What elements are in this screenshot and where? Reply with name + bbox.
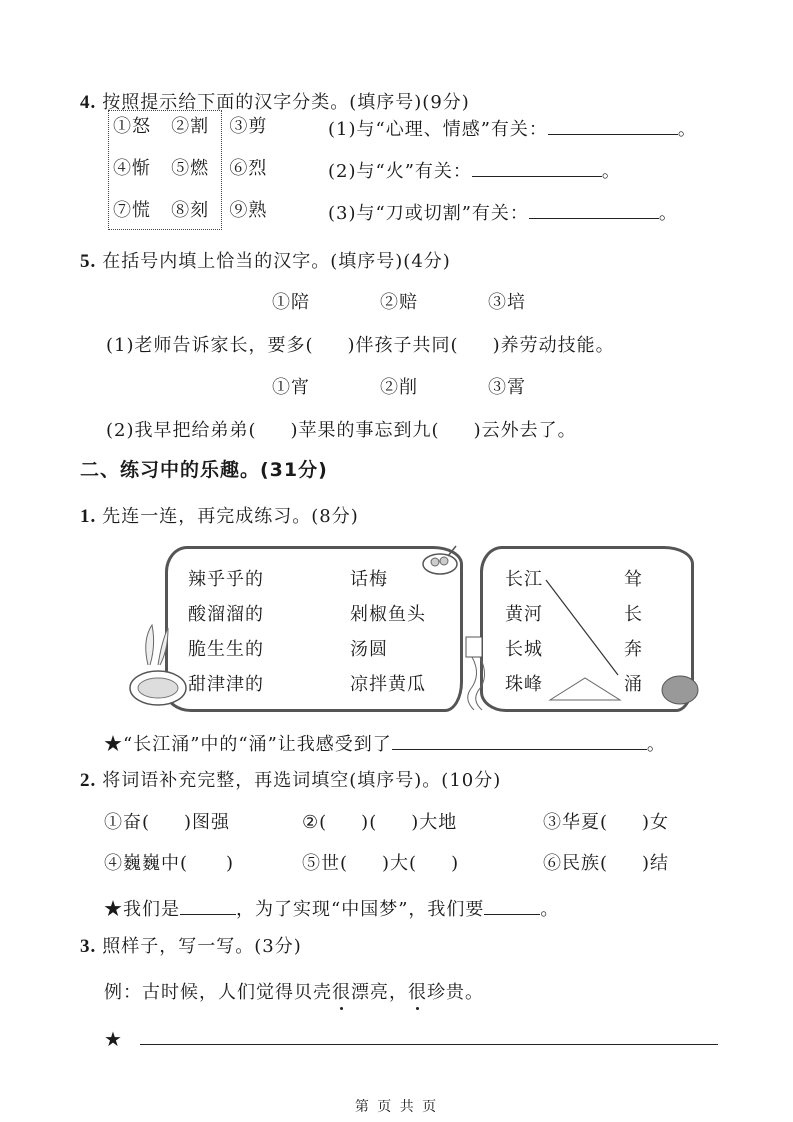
- match-item[interactable]: 话梅: [350, 569, 388, 590]
- s2q2-title: 2. 将词语补充完整，再选词填空(填序号)。(10分): [80, 770, 502, 791]
- q5-sentence-1: (1)老师告诉家长，要多( )伴孩子共同( )养劳动技能。: [106, 335, 615, 356]
- match-item[interactable]: 甜津津的: [188, 674, 264, 695]
- match-item[interactable]: 涌: [624, 674, 643, 695]
- s2q1-star-question: ★“长江涌”中的“涌”让我感受到了 。: [104, 731, 666, 756]
- q4-prompt-1: (1)与“心理、情感”有关： 。: [328, 116, 697, 141]
- match-item[interactable]: 凉拌黄瓜: [350, 674, 426, 695]
- q5-sentence-2: (2)我早把给弟弟( )苹果的事忘到九( )云外去了。: [106, 420, 577, 441]
- match-item[interactable]: 辣乎乎的: [188, 569, 264, 590]
- answer-blank[interactable]: [180, 896, 236, 915]
- section-2-heading: 二、练习中的乐趣。(31分): [80, 459, 328, 481]
- s2q3-example: 例：古时候，人们觉得贝壳很漂亮，很珍贵。: [104, 982, 484, 1003]
- s2q1-title: 1. 先连一连，再完成练习。(8分): [80, 506, 359, 527]
- match-item[interactable]: 奔: [624, 639, 643, 660]
- answer-blank[interactable]: [484, 896, 540, 915]
- match-item[interactable]: 珠峰: [505, 674, 543, 695]
- match-item[interactable]: 长城: [505, 639, 543, 660]
- answer-blank[interactable]: [392, 731, 647, 750]
- s2q2-item-2: ②( )( )大地: [302, 812, 458, 833]
- q5-title: 5. 在括号内填上恰当的汉字。(填序号)(4分): [80, 251, 451, 272]
- s2q2-item-1: ①奋( )图强: [104, 812, 231, 833]
- page-footer: 第 页 共 页: [354, 1099, 439, 1115]
- s2q3-star-marker: ★: [104, 1027, 123, 1051]
- match-item[interactable]: 黄河: [505, 604, 543, 625]
- s2q2-star-question: ★我们是 ，为了实现“中国梦”，我们要 。: [104, 896, 559, 921]
- q5-options-2: ①宵 ②削 ③霄: [272, 377, 526, 398]
- q4-prompt-3: (3)与“刀或切割”有关： 。: [328, 200, 678, 225]
- match-item[interactable]: 剁椒鱼头: [350, 604, 426, 625]
- q4-char-row: ⑦慌 ⑧刻 ⑨熟: [113, 200, 268, 221]
- q4-title: 4. 按照提示给下面的汉字分类。(填序号)(9分): [80, 92, 470, 113]
- match-item[interactable]: 酸溜溜的: [188, 604, 264, 625]
- match-item[interactable]: 汤圆: [350, 639, 388, 660]
- q5-options-1: ①陪 ②赔 ③培: [272, 292, 526, 313]
- s2q3-title: 3. 照样子，写一写。(3分): [80, 936, 302, 957]
- answer-line[interactable]: [140, 1044, 718, 1045]
- s2q2-item-4: ④巍巍中( ): [104, 853, 235, 874]
- match-item[interactable]: 长: [624, 604, 643, 625]
- match-item[interactable]: 长江: [505, 569, 543, 590]
- match-item[interactable]: 耸: [624, 569, 643, 590]
- q4-prompt-2: (2)与“火”有关： 。: [328, 158, 621, 183]
- s2q2-item-3: ③华夏( )女: [543, 812, 670, 833]
- s2q2-item-6: ⑥民族( )结: [543, 853, 670, 874]
- q4-char-row: ④惭 ⑤燃 ⑥烈: [113, 158, 268, 179]
- s2q2-item-5: ⑤世( )大( ): [302, 853, 460, 874]
- match-item[interactable]: 脆生生的: [188, 639, 264, 660]
- q4-char-row: ①怒 ②割 ③剪: [113, 116, 268, 137]
